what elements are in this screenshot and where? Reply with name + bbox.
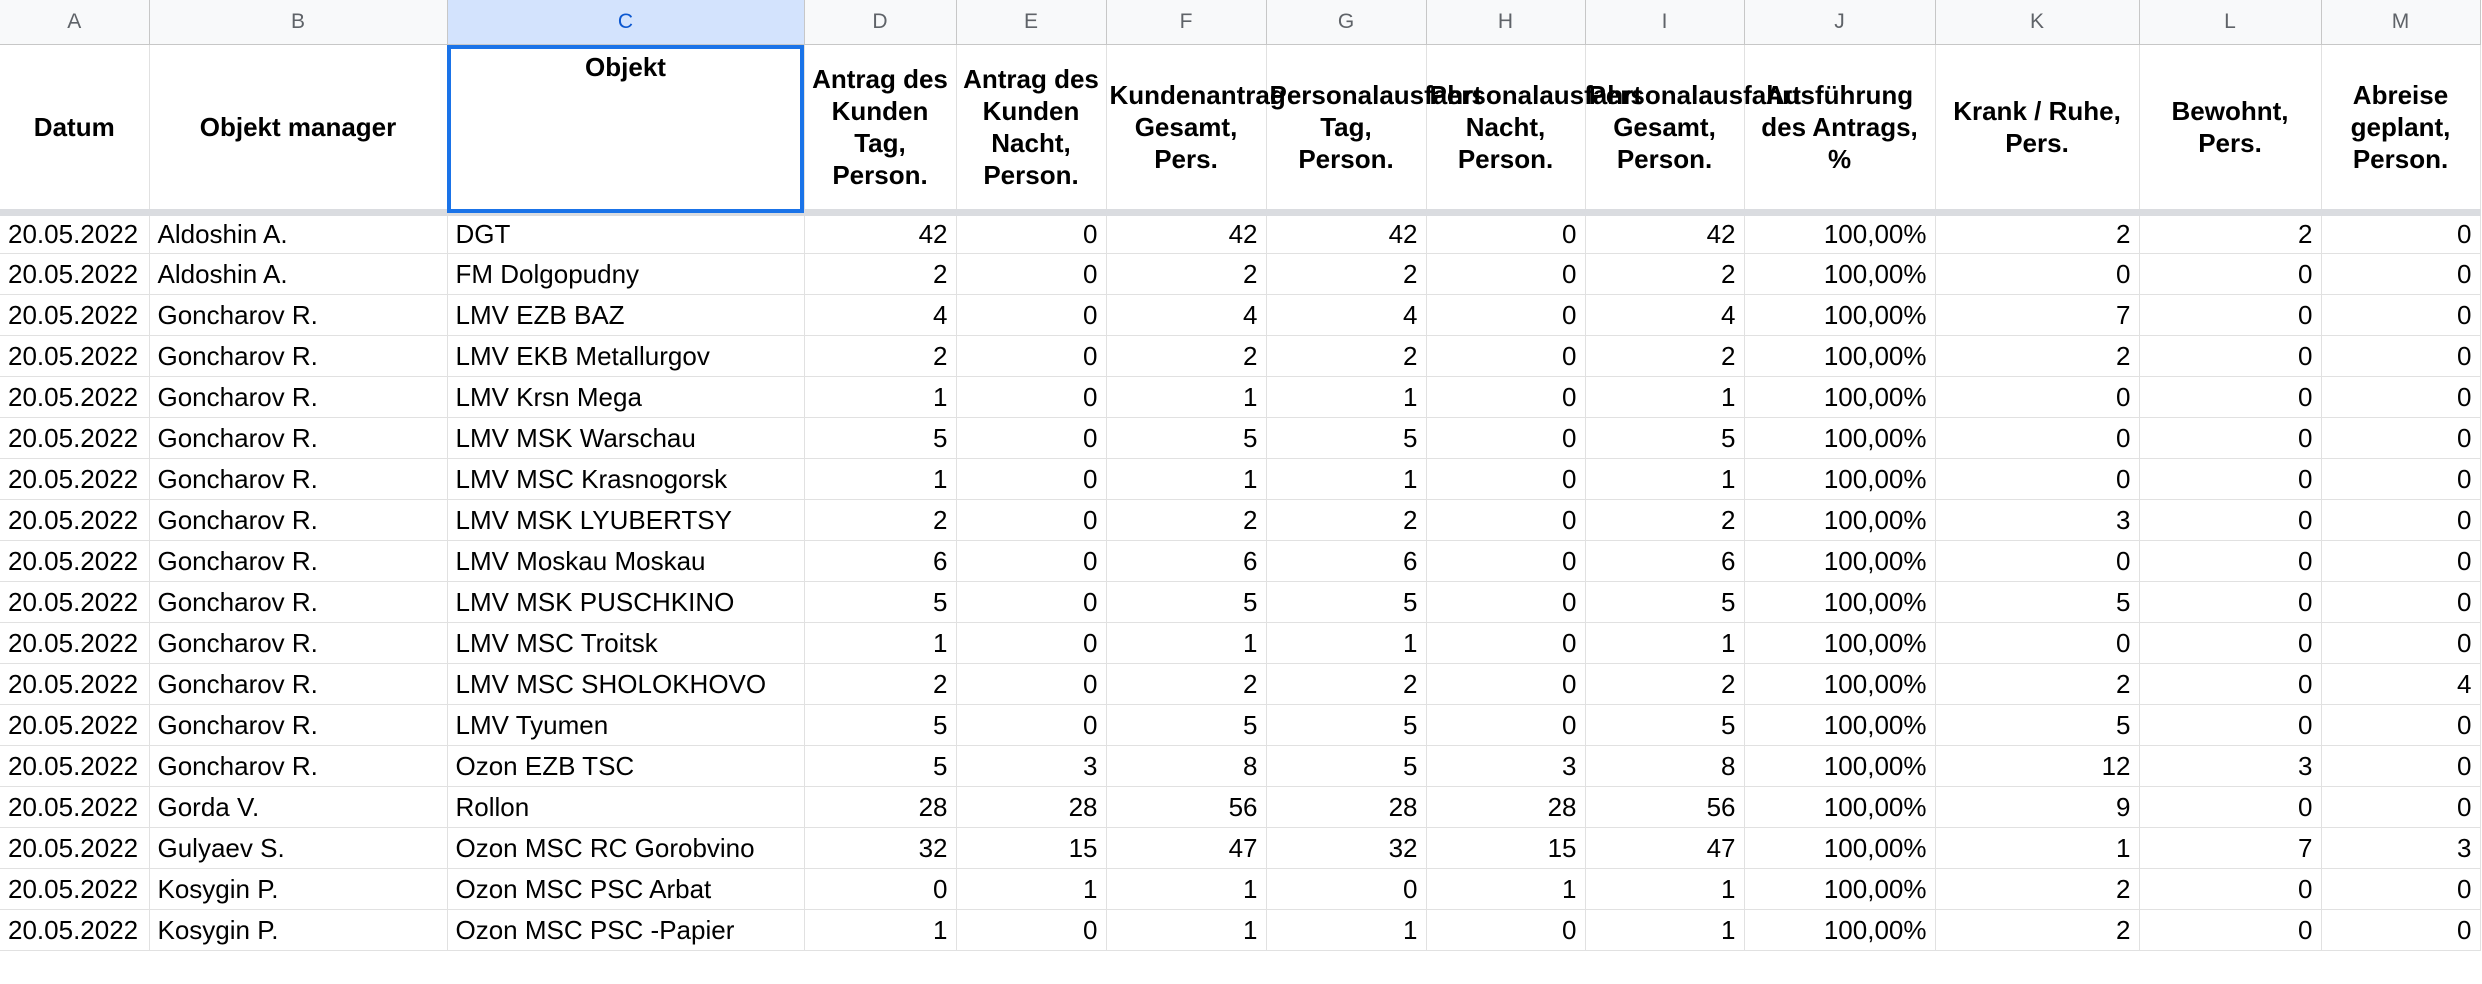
cell-e[interactable]: 0: [956, 541, 1106, 582]
cell-m[interactable]: 0: [2321, 705, 2480, 746]
cell-k[interactable]: 1: [1935, 828, 2139, 869]
cell-j[interactable]: 100,00%: [1744, 213, 1935, 254]
cell-f[interactable]: 1: [1106, 459, 1266, 500]
table-row: [0, 664, 2480, 705]
cell-k[interactable]: 7: [1935, 295, 2139, 336]
cell-a[interactable]: 20.05.2022: [0, 336, 149, 377]
cell-l[interactable]: 0: [2139, 664, 2321, 705]
cell-f[interactable]: 42: [1106, 213, 1266, 254]
table-row: [0, 705, 2480, 746]
cell-a[interactable]: 20.05.2022: [0, 787, 149, 828]
cell-i[interactable]: 1: [1585, 459, 1744, 500]
cell-i[interactable]: 47: [1585, 828, 1744, 869]
cell-m[interactable]: 0: [2321, 500, 2480, 541]
cell-m[interactable]: 0: [2321, 623, 2480, 664]
cell-k[interactable]: 0: [1935, 377, 2139, 418]
cell-b[interactable]: Goncharov R.: [149, 459, 447, 500]
column-header-row: [0, 0, 2480, 45]
cell-l[interactable]: 7: [2139, 828, 2321, 869]
cell-i[interactable]: 2: [1585, 664, 1744, 705]
cell-j[interactable]: 100,00%: [1744, 459, 1935, 500]
cell-h[interactable]: 0: [1426, 336, 1585, 377]
cell-b[interactable]: Goncharov R.: [149, 705, 447, 746]
cell-j[interactable]: 100,00%: [1744, 787, 1935, 828]
header-cell-h[interactable]: Personalausfahrt Nacht, Person.: [1426, 45, 1585, 213]
table-row: [0, 828, 2480, 869]
column-header-e[interactable]: E: [956, 0, 1106, 45]
cell-m[interactable]: 0: [2321, 254, 2480, 295]
cell-d[interactable]: 2: [804, 664, 956, 705]
cell-h[interactable]: 0: [1426, 377, 1585, 418]
cell-e[interactable]: 1: [956, 869, 1106, 910]
cell-b[interactable]: Aldoshin A.: [149, 213, 447, 254]
cell-e[interactable]: 0: [956, 500, 1106, 541]
cell-j[interactable]: 100,00%: [1744, 828, 1935, 869]
cell-a[interactable]: 20.05.2022: [0, 582, 149, 623]
cell-g[interactable]: 2: [1266, 500, 1426, 541]
cell-m[interactable]: 0: [2321, 418, 2480, 459]
cell-e[interactable]: 0: [956, 705, 1106, 746]
cell-e[interactable]: 0: [956, 336, 1106, 377]
cell-l[interactable]: 0: [2139, 459, 2321, 500]
cell-g[interactable]: 5: [1266, 418, 1426, 459]
cell-k[interactable]: 5: [1935, 582, 2139, 623]
cell-h[interactable]: 3: [1426, 746, 1585, 787]
table-row: [0, 336, 2480, 377]
cell-h[interactable]: 0: [1426, 664, 1585, 705]
cell-m[interactable]: 0: [2321, 787, 2480, 828]
cell-k[interactable]: 0: [1935, 541, 2139, 582]
cell-c[interactable]: LMV EKB Metallurgov: [447, 336, 804, 377]
cell-b[interactable]: Kosygin P.: [149, 910, 447, 951]
cell-i[interactable]: 5: [1585, 582, 1744, 623]
cell-b[interactable]: Goncharov R.: [149, 541, 447, 582]
cell-c[interactable]: LMV MSK PUSCHKINO: [447, 582, 804, 623]
cell-k[interactable]: 0: [1935, 623, 2139, 664]
cell-g[interactable]: 1: [1266, 459, 1426, 500]
cell-g[interactable]: 1: [1266, 377, 1426, 418]
cell-g[interactable]: 1: [1266, 910, 1426, 951]
cell-h[interactable]: 0: [1426, 418, 1585, 459]
cell-m[interactable]: 0: [2321, 869, 2480, 910]
cell-l[interactable]: 0: [2139, 869, 2321, 910]
cell-j[interactable]: 100,00%: [1744, 910, 1935, 951]
cell-e[interactable]: 28: [956, 787, 1106, 828]
cell-l[interactable]: 0: [2139, 500, 2321, 541]
header-cell-b[interactable]: Objekt manager: [149, 45, 447, 213]
cell-c[interactable]: LMV Tyumen: [447, 705, 804, 746]
cell-a[interactable]: 20.05.2022: [0, 500, 149, 541]
cell-b[interactable]: Goncharov R.: [149, 295, 447, 336]
cell-j[interactable]: 100,00%: [1744, 500, 1935, 541]
header-cell-d[interactable]: Antrag des Kunden Tag, Person.: [804, 45, 956, 213]
column-header-g[interactable]: G: [1266, 0, 1426, 45]
cell-e[interactable]: 0: [956, 254, 1106, 295]
cell-g[interactable]: 28: [1266, 787, 1426, 828]
cell-f[interactable]: 5: [1106, 582, 1266, 623]
cell-h[interactable]: 28: [1426, 787, 1585, 828]
cell-e[interactable]: 0: [956, 295, 1106, 336]
header-cell-j[interactable]: Ausführung des Antrags, %: [1744, 45, 1935, 213]
cell-c[interactable]: Ozon EZB TSC: [447, 746, 804, 787]
header-cell-k[interactable]: Krank / Ruhe, Pers.: [1935, 45, 2139, 213]
cell-m[interactable]: 0: [2321, 336, 2480, 377]
cell-k[interactable]: 0: [1935, 418, 2139, 459]
table-row: [0, 869, 2480, 910]
table-row: [0, 254, 2480, 295]
table-row: [0, 746, 2480, 787]
cell-b[interactable]: Gulyaev S.: [149, 828, 447, 869]
cell-k[interactable]: 3: [1935, 500, 2139, 541]
cell-d[interactable]: 32: [804, 828, 956, 869]
cell-a[interactable]: 20.05.2022: [0, 418, 149, 459]
cell-m[interactable]: 0: [2321, 213, 2480, 254]
cell-d[interactable]: 42: [804, 213, 956, 254]
column-header-b[interactable]: B: [149, 0, 447, 45]
cell-f[interactable]: 1: [1106, 377, 1266, 418]
cell-h[interactable]: 0: [1426, 623, 1585, 664]
cell-d[interactable]: 6: [804, 541, 956, 582]
cell-k[interactable]: 12: [1935, 746, 2139, 787]
cell-l[interactable]: 0: [2139, 705, 2321, 746]
cell-e[interactable]: 0: [956, 910, 1106, 951]
cell-g[interactable]: 5: [1266, 705, 1426, 746]
cell-a[interactable]: 20.05.2022: [0, 213, 149, 254]
cell-b[interactable]: Goncharov R.: [149, 500, 447, 541]
table-row: [0, 623, 2480, 664]
cell-d[interactable]: 1: [804, 623, 956, 664]
cell-l[interactable]: 0: [2139, 787, 2321, 828]
cell-c[interactable]: LMV MSC Krasnogorsk: [447, 459, 804, 500]
cell-l[interactable]: 3: [2139, 746, 2321, 787]
cell-h[interactable]: 0: [1426, 541, 1585, 582]
cell-d[interactable]: 2: [804, 336, 956, 377]
cell-f[interactable]: 47: [1106, 828, 1266, 869]
cell-c[interactable]: LMV MSK LYUBERTSY: [447, 500, 804, 541]
cell-d[interactable]: 4: [804, 295, 956, 336]
header-cell-g[interactable]: Personalausfahrt Tag, Person.: [1266, 45, 1426, 213]
cell-h[interactable]: 0: [1426, 213, 1585, 254]
cell-h[interactable]: 0: [1426, 705, 1585, 746]
cell-h[interactable]: 0: [1426, 459, 1585, 500]
cell-b[interactable]: Goncharov R.: [149, 336, 447, 377]
cell-d[interactable]: 5: [804, 746, 956, 787]
cell-f[interactable]: 6: [1106, 541, 1266, 582]
cell-l[interactable]: 0: [2139, 377, 2321, 418]
cell-l[interactable]: 0: [2139, 336, 2321, 377]
cell-h[interactable]: 0: [1426, 500, 1585, 541]
cell-e[interactable]: 15: [956, 828, 1106, 869]
cell-k[interactable]: 0: [1935, 254, 2139, 295]
cell-f[interactable]: 56: [1106, 787, 1266, 828]
cell-k[interactable]: 9: [1935, 787, 2139, 828]
cell-a[interactable]: 20.05.2022: [0, 254, 149, 295]
cell-j[interactable]: 100,00%: [1744, 336, 1935, 377]
cell-k[interactable]: 2: [1935, 664, 2139, 705]
cell-d[interactable]: 28: [804, 787, 956, 828]
cell-g[interactable]: 1: [1266, 623, 1426, 664]
cell-a[interactable]: 20.05.2022: [0, 664, 149, 705]
cell-i[interactable]: 8: [1585, 746, 1744, 787]
cell-f[interactable]: 5: [1106, 705, 1266, 746]
cell-b[interactable]: Goncharov R.: [149, 377, 447, 418]
column-header-d[interactable]: D: [804, 0, 956, 45]
table-row: [0, 910, 2480, 951]
cell-c[interactable]: LMV Moskau Moskau: [447, 541, 804, 582]
cell-l[interactable]: 2: [2139, 213, 2321, 254]
cell-d[interactable]: 1: [804, 377, 956, 418]
table-row: [0, 418, 2480, 459]
cell-j[interactable]: 100,00%: [1744, 541, 1935, 582]
cell-j[interactable]: 100,00%: [1744, 377, 1935, 418]
cell-f[interactable]: 5: [1106, 418, 1266, 459]
cell-c[interactable]: LMV MSC Troitsk: [447, 623, 804, 664]
header-cell-a[interactable]: Datum: [0, 45, 149, 213]
cell-b[interactable]: Goncharov R.: [149, 582, 447, 623]
cell-a[interactable]: 20.05.2022: [0, 623, 149, 664]
cell-h[interactable]: 1: [1426, 869, 1585, 910]
cell-c[interactable]: LMV Krsn Mega: [447, 377, 804, 418]
cell-c[interactable]: LMV MSK Warschau: [447, 418, 804, 459]
cell-h[interactable]: 0: [1426, 254, 1585, 295]
cell-a[interactable]: 20.05.2022: [0, 828, 149, 869]
cell-d[interactable]: 1: [804, 459, 956, 500]
cell-f[interactable]: 1: [1106, 623, 1266, 664]
cell-b[interactable]: Aldoshin A.: [149, 254, 447, 295]
cell-a[interactable]: 20.05.2022: [0, 459, 149, 500]
column-header-l[interactable]: L: [2139, 0, 2321, 45]
table-row: [0, 787, 2480, 828]
cell-j[interactable]: 100,00%: [1744, 869, 1935, 910]
cell-g[interactable]: 32: [1266, 828, 1426, 869]
cell-c[interactable]: LMV MSC SHOLOKHOVO: [447, 664, 804, 705]
cell-l[interactable]: 0: [2139, 254, 2321, 295]
active-cell[interactable]: Objekt: [447, 45, 804, 213]
cell-d[interactable]: 0: [804, 869, 956, 910]
cell-b[interactable]: Kosygin P.: [149, 869, 447, 910]
cell-g[interactable]: 5: [1266, 582, 1426, 623]
cell-h[interactable]: 0: [1426, 582, 1585, 623]
cell-c[interactable]: Ozon MSC PSC -Papier: [447, 910, 804, 951]
cell-a[interactable]: 20.05.2022: [0, 295, 149, 336]
cell-i[interactable]: 1: [1585, 869, 1744, 910]
cell-e[interactable]: 0: [956, 213, 1106, 254]
cell-f[interactable]: 2: [1106, 500, 1266, 541]
cell-i[interactable]: 5: [1585, 705, 1744, 746]
cell-l[interactable]: 0: [2139, 295, 2321, 336]
cell-f[interactable]: 2: [1106, 254, 1266, 295]
cell-i[interactable]: 2: [1585, 254, 1744, 295]
cell-j[interactable]: 100,00%: [1744, 705, 1935, 746]
cell-j[interactable]: 100,00%: [1744, 254, 1935, 295]
column-header-c[interactable]: C: [447, 0, 804, 45]
cell-g[interactable]: 2: [1266, 336, 1426, 377]
cell-j[interactable]: 100,00%: [1744, 582, 1935, 623]
table-row: [0, 541, 2480, 582]
cell-i[interactable]: 2: [1585, 500, 1744, 541]
cell-h[interactable]: 0: [1426, 910, 1585, 951]
cell-j[interactable]: 100,00%: [1744, 746, 1935, 787]
cell-g[interactable]: 6: [1266, 541, 1426, 582]
cell-k[interactable]: 2: [1935, 869, 2139, 910]
cell-b[interactable]: Goncharov R.: [149, 418, 447, 459]
cell-l[interactable]: 0: [2139, 418, 2321, 459]
cell-a[interactable]: 20.05.2022: [0, 705, 149, 746]
cell-f[interactable]: 1: [1106, 869, 1266, 910]
cell-a[interactable]: 20.05.2022: [0, 541, 149, 582]
header-cell-f[interactable]: Kundenantrag Gesamt, Pers.: [1106, 45, 1266, 213]
cell-d[interactable]: 5: [804, 418, 956, 459]
cell-i[interactable]: 1: [1585, 377, 1744, 418]
cell-f[interactable]: 1: [1106, 910, 1266, 951]
cell-e[interactable]: 3: [956, 746, 1106, 787]
cell-h[interactable]: 15: [1426, 828, 1585, 869]
cell-m[interactable]: 0: [2321, 746, 2480, 787]
table-row: [0, 500, 2480, 541]
cell-j[interactable]: 100,00%: [1744, 418, 1935, 459]
cell-i[interactable]: 4: [1585, 295, 1744, 336]
cell-g[interactable]: 5: [1266, 746, 1426, 787]
cell-i[interactable]: 5: [1585, 418, 1744, 459]
table-row: [0, 582, 2480, 623]
cell-e[interactable]: 0: [956, 582, 1106, 623]
cell-k[interactable]: 2: [1935, 910, 2139, 951]
cell-f[interactable]: 8: [1106, 746, 1266, 787]
cell-l[interactable]: 0: [2139, 910, 2321, 951]
cell-e[interactable]: 0: [956, 459, 1106, 500]
cell-i[interactable]: 2: [1585, 336, 1744, 377]
cell-g[interactable]: 42: [1266, 213, 1426, 254]
column-header-a[interactable]: A: [0, 0, 149, 45]
cell-l[interactable]: 0: [2139, 582, 2321, 623]
cell-d[interactable]: 5: [804, 705, 956, 746]
header-cell-i[interactable]: Personalausfahrt Gesamt, Person.: [1585, 45, 1744, 213]
column-header-h[interactable]: H: [1426, 0, 1585, 45]
cell-i[interactable]: 6: [1585, 541, 1744, 582]
cell-h[interactable]: 0: [1426, 295, 1585, 336]
cell-i[interactable]: 1: [1585, 910, 1744, 951]
cell-a[interactable]: 20.05.2022: [0, 377, 149, 418]
cell-m[interactable]: 3: [2321, 828, 2480, 869]
cell-k[interactable]: 2: [1935, 336, 2139, 377]
cell-g[interactable]: 4: [1266, 295, 1426, 336]
header-cell-l[interactable]: Bewohnt, Pers.: [2139, 45, 2321, 213]
cell-a[interactable]: 20.05.2022: [0, 746, 149, 787]
cell-e[interactable]: 0: [956, 418, 1106, 459]
cell-k[interactable]: 2: [1935, 213, 2139, 254]
cell-c[interactable]: LMV EZB BAZ: [447, 295, 804, 336]
cell-c[interactable]: Ozon MSC PSC Arbat: [447, 869, 804, 910]
cell-f[interactable]: 2: [1106, 664, 1266, 705]
column-header-i[interactable]: I: [1585, 0, 1744, 45]
cell-f[interactable]: 2: [1106, 336, 1266, 377]
cell-m[interactable]: 0: [2321, 582, 2480, 623]
cell-b[interactable]: Goncharov R.: [149, 664, 447, 705]
cell-m[interactable]: 0: [2321, 377, 2480, 418]
table-row: [0, 295, 2480, 336]
table-row: [0, 213, 2480, 254]
cell-g[interactable]: 0: [1266, 869, 1426, 910]
cell-j[interactable]: 100,00%: [1744, 623, 1935, 664]
cell-e[interactable]: 0: [956, 623, 1106, 664]
cell-j[interactable]: 100,00%: [1744, 295, 1935, 336]
header-cell-e[interactable]: Antrag des Kunden Nacht, Person.: [956, 45, 1106, 213]
table-row: [0, 377, 2480, 418]
cell-c[interactable]: Ozon MSC RC Gorobvino: [447, 828, 804, 869]
cell-e[interactable]: 0: [956, 377, 1106, 418]
cell-m[interactable]: 0: [2321, 541, 2480, 582]
cell-k[interactable]: 5: [1935, 705, 2139, 746]
cell-m[interactable]: 0: [2321, 295, 2480, 336]
column-header-m[interactable]: M: [2321, 0, 2480, 45]
cell-i[interactable]: 1: [1585, 623, 1744, 664]
cell-l[interactable]: 0: [2139, 623, 2321, 664]
cell-j[interactable]: 100,00%: [1744, 664, 1935, 705]
header-row: [0, 45, 2480, 213]
cell-d[interactable]: 1: [804, 910, 956, 951]
table-row: [0, 459, 2480, 500]
column-header-f[interactable]: F: [1106, 0, 1266, 45]
cell-b[interactable]: Goncharov R.: [149, 746, 447, 787]
cell-a[interactable]: 20.05.2022: [0, 910, 149, 951]
cell-f[interactable]: 4: [1106, 295, 1266, 336]
cell-g[interactable]: 2: [1266, 664, 1426, 705]
cell-c[interactable]: FM Dolgopudny: [447, 254, 804, 295]
column-header-j[interactable]: J: [1744, 0, 1935, 45]
cell-d[interactable]: 2: [804, 500, 956, 541]
cell-l[interactable]: 0: [2139, 541, 2321, 582]
cell-a[interactable]: 20.05.2022: [0, 869, 149, 910]
cell-d[interactable]: 5: [804, 582, 956, 623]
header-cell-m[interactable]: Abreise geplant, Person.: [2321, 45, 2480, 213]
cell-m[interactable]: 4: [2321, 664, 2480, 705]
column-header-k[interactable]: K: [1935, 0, 2139, 45]
cell-m[interactable]: 0: [2321, 459, 2480, 500]
cell-i[interactable]: 42: [1585, 213, 1744, 254]
cell-e[interactable]: 0: [956, 664, 1106, 705]
cell-b[interactable]: Gorda V.: [149, 787, 447, 828]
cell-m[interactable]: 0: [2321, 910, 2480, 951]
cell-g[interactable]: 2: [1266, 254, 1426, 295]
cell-b[interactable]: Goncharov R.: [149, 623, 447, 664]
cell-c[interactable]: DGT: [447, 213, 804, 254]
cell-k[interactable]: 0: [1935, 459, 2139, 500]
cell-i[interactable]: 56: [1585, 787, 1744, 828]
cell-d[interactable]: 2: [804, 254, 956, 295]
cell-c[interactable]: Rollon: [447, 787, 804, 828]
